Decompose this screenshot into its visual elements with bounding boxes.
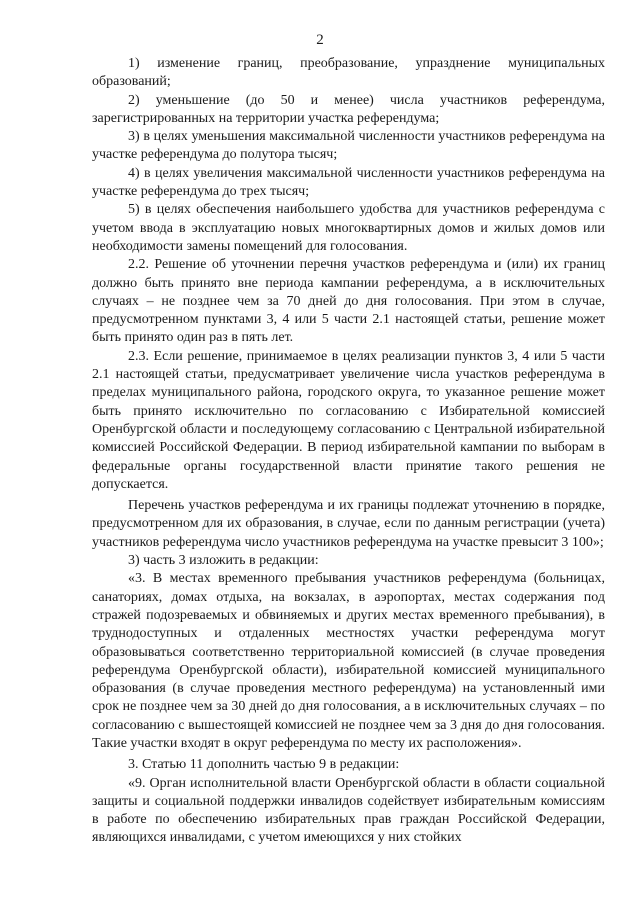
list-item-1: 1) изменение границ, преобразование, упразднение муниципальных образований; bbox=[92, 56, 605, 90]
clause-2-3: 2.3. Если решение, принимаемое в целях реализации пунктов 3, 4 или 5 части 2.1 настоящей статьи, предусматривает увеличение числа участков референдума в пределах муниципального района, городского округа, то указанное решение может быть принято исключительно по согласованию с Избирательной комиссией Оренбургской области и последующему согласованию с Центральной избирательной комиссией Российской Федерации. В период избирательной кампании по выборам в федеральные органы государственной власти принятие такого решения не допускается. bbox=[92, 348, 605, 492]
list-item-3: 3) в целях уменьшения максимальной численности участников референдума на участке референдума до полутора тысяч; bbox=[92, 129, 605, 163]
amendment-article-11: 3. Статью 11 дополнить частью 9 в редакции: bbox=[128, 757, 400, 773]
list-item-4: 4) в целях увеличения максимальной численности участников референдума на участке референдума до трех тысяч; bbox=[92, 165, 605, 200]
clause-3-quote: «3. В местах временного пребывания участников референдума (больницах, санаториях, домах отдыха, на вокзалах, в аэропортах, местах содержания под стражей подозреваемых и обвиняемых и других местах временного пребывания), в труднодоступных и отдаленных местностях участки референдума могут образовываться соответственно территориальной комиссией (в случае проведения референдума Оренбургской области), избирательной комиссией муниципального образования (в случае проведения местного референдума) на установленный ими срок не позднее чем за 30 дней до дня голосования, а в исключительных случаях – по согласованию с вышестоящей комиссией не позднее чем за 3 дня до дня голосования. Такие участки входят в округ референдума по месту их расположения». bbox=[92, 571, 605, 751]
page-number: 2 bbox=[316, 32, 324, 48]
clause-9-quote: «9. Орган исполнительной власти Оренбургской области в области социальной защиты и социальной поддержки инвалидов содействует избирательным комиссиям в работе по обеспечению избирательных прав граждан Российской Федерации, являющихся инвалидами, с учетом имеющихся у них стойких bbox=[92, 775, 605, 846]
clause-2-2: 2.2. Решение об уточнении перечня участков референдума и (или) их границ должно быть принято вне периода кампании референдума, а в исключительных случаях – не позднее чем за 70 дней до дня голосования. При этом в случае, предусмотренном пунктами 3, 4 или 5 части 2.1 настоящей статьи, решение может быть принято один раз в пять лет. bbox=[92, 257, 605, 346]
list-item-2: 2) уменьшение (до 50 и менее) числа участников референдума, зарегистрированных на территории участка референдума; bbox=[92, 92, 605, 126]
list-item-5: 5) в целях обеспечения наибольшего удобства для участников референдума с учетом ввода в эксплуатацию новых многоквартирных домов и жилых домов или необходимости замены помещений для голосования. bbox=[92, 202, 605, 254]
document-body bbox=[92, 55, 605, 848]
amendment-item-3: 3) часть 3 изложить в редакции: bbox=[128, 553, 319, 569]
paragraph-boundaries: Перечень участков референдума и их границы подлежат уточнению в порядке, предусмотренном для их образования, в случае, если по данным регистрации (учета) участников референдума число участников референдума на участке превысит 3 100»; bbox=[92, 498, 605, 550]
